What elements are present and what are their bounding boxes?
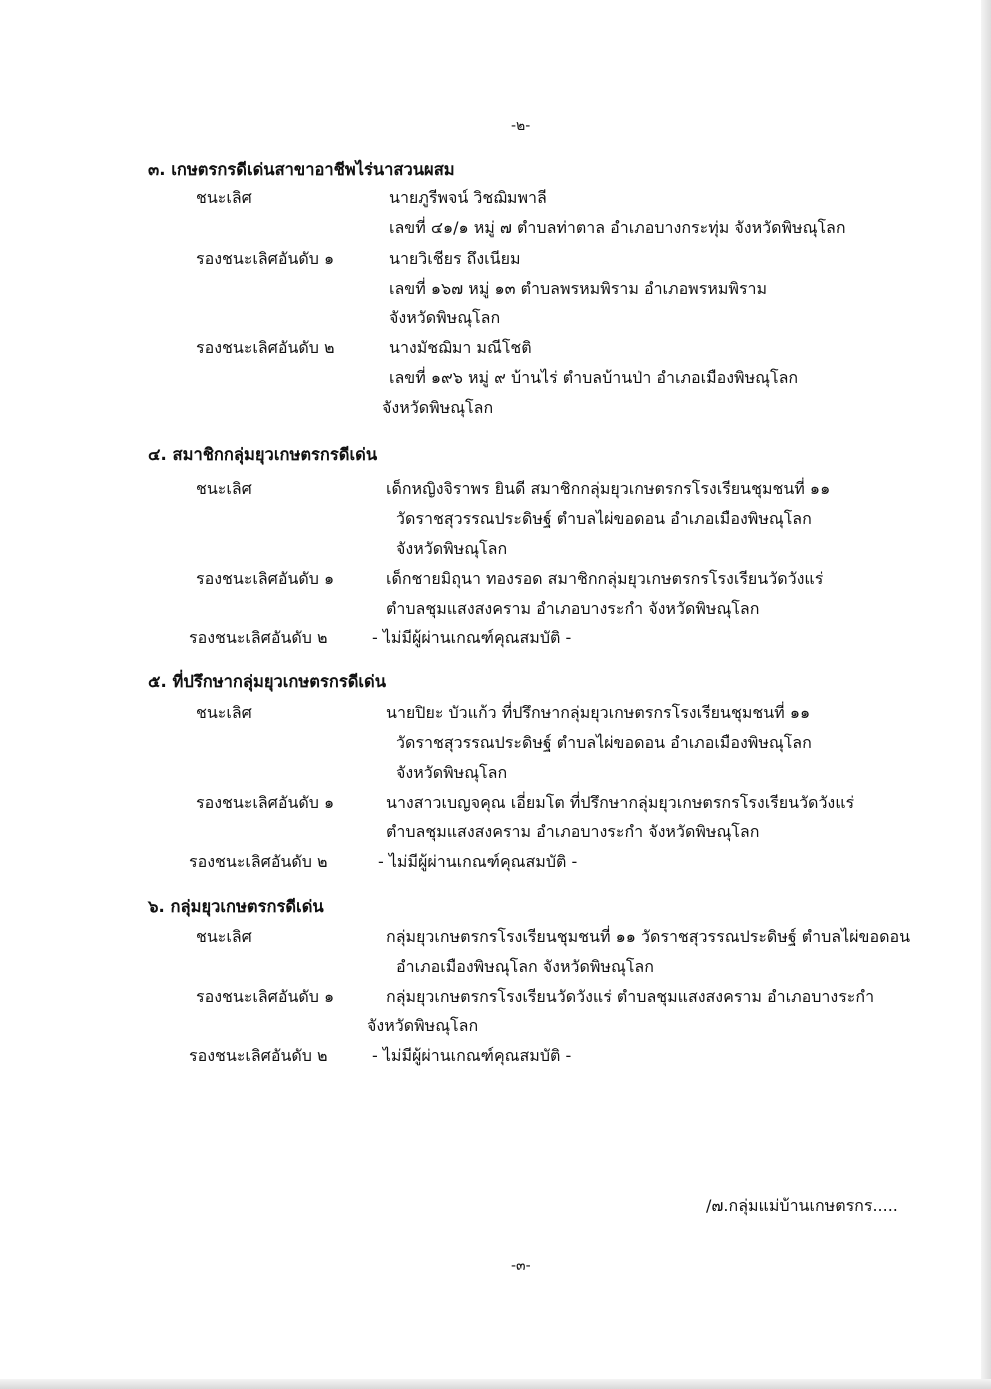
entry-line: เลขที่ ๔๑/๑ หมู่ ๗ ตำบลท่าตาล อำเภอบางกระทุ่ม จังหวัดพิษณุโลก xyxy=(389,218,846,237)
rank-label: ชนะเลิศ xyxy=(196,927,252,946)
continuation-note: /๗.กลุ่มแม่บ้านเกษตรกร..... xyxy=(706,1196,898,1215)
section-title: ๔. สมาชิกกลุ่มยุวเกษตรกรดีเด่น xyxy=(148,445,378,464)
entry-line: จังหวัดพิษณุโลก xyxy=(396,539,508,558)
page-number-top: -๒- xyxy=(511,118,531,134)
rank-label: รองชนะเลิศอันดับ ๑ xyxy=(196,249,335,268)
entry-line: เด็กชายมิถุนา ทองรอด สมาชิกกลุ่มยุวเกษตรกรโรงเรียนวัดวังแร่ xyxy=(386,569,824,588)
entry-line: - ไม่มีผู้ผ่านเกณฑ์คุณสมบัติ - xyxy=(378,852,578,871)
section-title: ๖. กลุ่มยุวเกษตรกรดีเด่น xyxy=(148,897,324,916)
rank-label: ชนะเลิศ xyxy=(196,703,252,722)
rank-label: รองชนะเลิศอันดับ ๑ xyxy=(196,987,335,1006)
rank-label: รองชนะเลิศอันดับ ๒ xyxy=(189,852,328,871)
page-edge-shadow xyxy=(981,0,991,1389)
entry-line: กลุ่มยุวเกษตรกรโรงเรียนชุมชนที่ ๑๑ วัดราชสุวรรณประดิษฐ์ ตำบลไผ่ขอดอน xyxy=(386,927,911,946)
section-title: ๓. เกษตรกรดีเด่นสาขาอาชีพไร่นาสวนผสม xyxy=(148,160,455,179)
rank-label: รองชนะเลิศอันดับ ๑ xyxy=(196,793,335,812)
section-title: ๕. ที่ปรึกษากลุ่มยุวเกษตรกรดีเด่น xyxy=(148,672,387,691)
rank-label: ชนะเลิศ xyxy=(196,188,252,207)
entry-line: เลขที่ ๑๖๗ หมู่ ๑๓ ตำบลพรหมพิราม อำเภอพรหมพิราม xyxy=(389,279,768,298)
rank-label: ชนะเลิศ xyxy=(196,479,252,498)
entry-line: กลุ่มยุวเกษตรกรโรงเรียนวัดวังแร่ ตำบลชุมแสงสงคราม อำเภอบางระกำ xyxy=(386,987,875,1006)
page-number-bottom: -๓- xyxy=(511,1258,531,1274)
entry-line: นางสาวเบญจคุณ เอี่ยมโต ที่ปรึกษากลุ่มยุวเกษตรกรโรงเรียนวัดวังแร่ xyxy=(386,793,855,812)
entry-line: นายภูรีพจน์ วิชฌิมพาลี xyxy=(389,188,547,207)
rank-label: รองชนะเลิศอันดับ ๒ xyxy=(196,338,335,357)
entry-line: เด็กหญิงจิราพร ยินดี สมาชิกกลุ่มยุวเกษตรกรโรงเรียนชุมชนที่ ๑๑ xyxy=(386,479,831,498)
entry-line: จังหวัดพิษณุโลก xyxy=(389,308,501,327)
entry-line: - ไม่มีผู้ผ่านเกณฑ์คุณสมบัติ - xyxy=(372,1046,572,1065)
entry-line: จังหวัดพิษณุโลก xyxy=(367,1016,479,1035)
entry-line: ตำบลชุมแสงสงคราม อำเภอบางระกำ จังหวัดพิษณุโลก xyxy=(386,599,760,618)
entry-line: จังหวัดพิษณุโลก xyxy=(396,763,508,782)
entry-line: นายปิยะ บัวแก้ว ที่ปรึกษากลุ่มยุวเกษตรกรโรงเรียนชุมชนที่ ๑๑ xyxy=(386,703,811,722)
rank-label: รองชนะเลิศอันดับ ๒ xyxy=(189,1046,328,1065)
rank-label: รองชนะเลิศอันดับ ๑ xyxy=(196,569,335,588)
entry-line: วัดราชสุวรรณประดิษฐ์ ตำบลไผ่ขอดอน อำเภอเมืองพิษณุโลก xyxy=(396,509,812,528)
entry-line: นายวิเชียร ถึงเนียม xyxy=(389,249,521,268)
entry-line: วัดราชสุวรรณประดิษฐ์ ตำบลไผ่ขอดอน อำเภอเมืองพิษณุโลก xyxy=(396,733,812,752)
entry-line: - ไม่มีผู้ผ่านเกณฑ์คุณสมบัติ - xyxy=(372,628,572,647)
entry-line: อำเภอเมืองพิษณุโลก จังหวัดพิษณุโลก xyxy=(396,957,654,976)
entry-line: นางมัชฌิมา มณีโชติ xyxy=(389,338,532,357)
rank-label: รองชนะเลิศอันดับ ๒ xyxy=(189,628,328,647)
page-edge-shadow xyxy=(0,1379,991,1389)
entry-line: ตำบลชุมแสงสงคราม อำเภอบางระกำ จังหวัดพิษณุโลก xyxy=(386,822,760,841)
entry-line: จังหวัดพิษณุโลก xyxy=(382,398,494,417)
entry-line: เลขที่ ๑๙๖ หมู่ ๙ บ้านไร่ ตำบลบ้านป่า อำเภอเมืองพิษณุโลก xyxy=(389,368,799,387)
